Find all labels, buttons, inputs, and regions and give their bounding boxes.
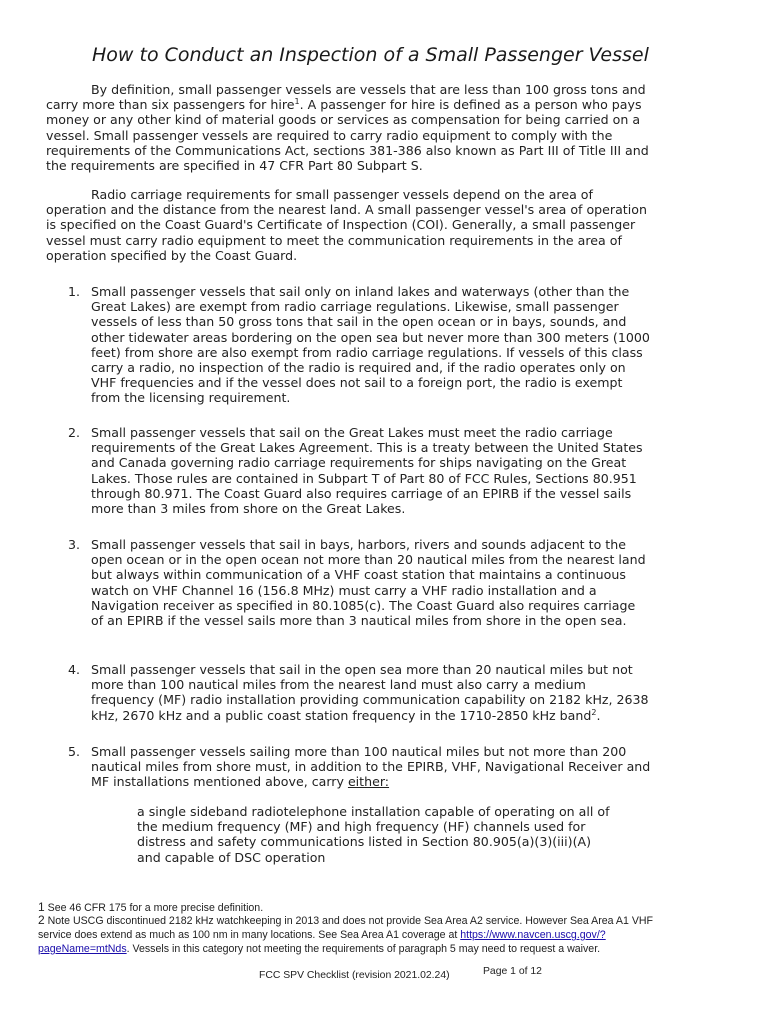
list-number: 4.: [68, 662, 81, 677]
carriage-paragraph: Radio carriage requirements for small passenger vessels depend on the area of operation and the distance from the nearest land. A small passenger vessel's area of operation is specified on the Coast Guard's Certificate of Inspection (COI). Generally, a small passenger vessel must carry radio equipment to meet the communication requirements in the area of operation specified by the Coast Guard.: [46, 187, 647, 263]
footnote-number: 2: [38, 913, 45, 927]
list-text-wrapper: [91, 662, 651, 723]
footnote-tail: . Vessels in this category not meeting the requirements of paragraph 5 may need to request a waiver.: [126, 943, 601, 955]
intro-text-b: . A passenger for hire is defined as a person who pays money or any other kind of material goods or services as compensation for being carried on a vessel. Small passenger vessels are required to carry radio equipment to comply with the requirements of the Communications Act, sections 381-386 also known as Part III of Title III and the requirements are specified in 47 CFR Part 80 Subpart S.: [46, 97, 649, 174]
list-text: Small passenger vessels that sail in the open sea more than 20 nautical miles but not more than 100 nautical miles from the nearest land must also carry a medium frequency (MF) radio installation providing communication capability on 2182 kHz, 2638 kHz, 2670 kHz and a public coast station frequency in the 1710-2850 kHz band: [91, 662, 649, 723]
either-underlined: either:: [347, 774, 390, 790]
list-text: Small passenger vessels sailing more than 100 nautical miles but not more than 200 nautical miles from shore must, in addition to the EPIRB, VHF, Navigational Receiver and MF installations mentioned above, carry: [91, 744, 651, 790]
footnote-number: 1: [38, 900, 45, 914]
intro-paragraph: [46, 82, 656, 173]
list-text: Small passenger vessels that sail in bays, harbors, rivers and sounds adjacent to the open ocean or in the open ocean not more than 20 nautical miles from the nearest land but always within communication of a VHF coast station that maintains a continuous watch on VHF Channel 16 (156.8 MHz) must carry a VHF radio installation and a Navigation receiver as specified in 80.1085(c). The Coast Guard also requires carriage of an EPIRB if the vessel sails more than 3 nautical miles from shore in the open sea.: [91, 537, 646, 629]
navcen-link[interactable]: https://www.navcen.uscg.gov/?pageName=mtNds: [38, 929, 606, 955]
page-number: Page 1 of 12: [483, 966, 542, 977]
list-number: 3.: [68, 537, 81, 552]
list-text: Small passenger vessels that sail on the Great Lakes must meet the radio carriage requirements of the Great Lakes Agreement. This is a treaty between the United States and Canada governing radio carriage requirements for ships navigating on the Great Lakes. Those rules are contained in Subpart T of Part 80 of FCC Rules, Sections 80.951 through 80.971. The Coast Guard also requires carriage of an EPIRB if the vessel sails more than 3 miles from shore on the Great Lakes.: [91, 425, 643, 517]
list-number: 5.: [68, 744, 81, 759]
list-text-tail: .: [596, 707, 601, 723]
sub-option-text: a single sideband radiotelephone installation capable of operating on all of the medium frequency (MF) and high frequency (HF) channels used for distress and safety communications listed in Section 80.905(a)(3)(iii)(A) and capable of DSC operation: [137, 804, 610, 865]
list-number: 1.: [68, 284, 81, 299]
footnote-ref-1[interactable]: 1: [294, 97, 300, 107]
footnote-ref-2[interactable]: 2: [591, 707, 597, 717]
intro-text-a: By definition, small passenger vessels are vessels that are less than 100 gross tons and carry more than six passengers for hire: [46, 82, 646, 113]
footer-revision: FCC SPV Checklist (revision 2021.02.24): [259, 970, 450, 981]
list-number: 2.: [68, 425, 81, 440]
footnote-text: Note USCG discontinued 2182 kHz watchkeeping in 2013 and does not provide Sea Area A2 service. However Sea Area A1 VHF service does extend as much as 100 nm in many locations. See Sea Area A1 coverage at: [38, 915, 654, 941]
footnote-text: See 46 CFR 175 for a more precise definition.: [44, 902, 264, 914]
page-title: How to Conduct an Inspection of a Small Passenger Vessel: [92, 44, 649, 66]
footnote-2: [38, 913, 668, 956]
list-text: Small passenger vessels that sail only on inland lakes and waterways (other than the Great Lakes) are exempt from radio carriage regulations. Likewise, small passenger vessels of less than 50 gross tons that sail in the open ocean or in bays, sounds, and other tidewater areas bordering on the open sea but never more than 300 meters (1000 feet) from shore are also exempt from radio carriage regulations. If vessels of this class carry a radio, no inspection of the radio is required and, if the radio operates only on VHF frequencies and if the vessel does not sail to a foreign port, the radio is exempt from the licensing requirement.: [91, 284, 650, 406]
list-text-wrapper: [91, 744, 651, 790]
